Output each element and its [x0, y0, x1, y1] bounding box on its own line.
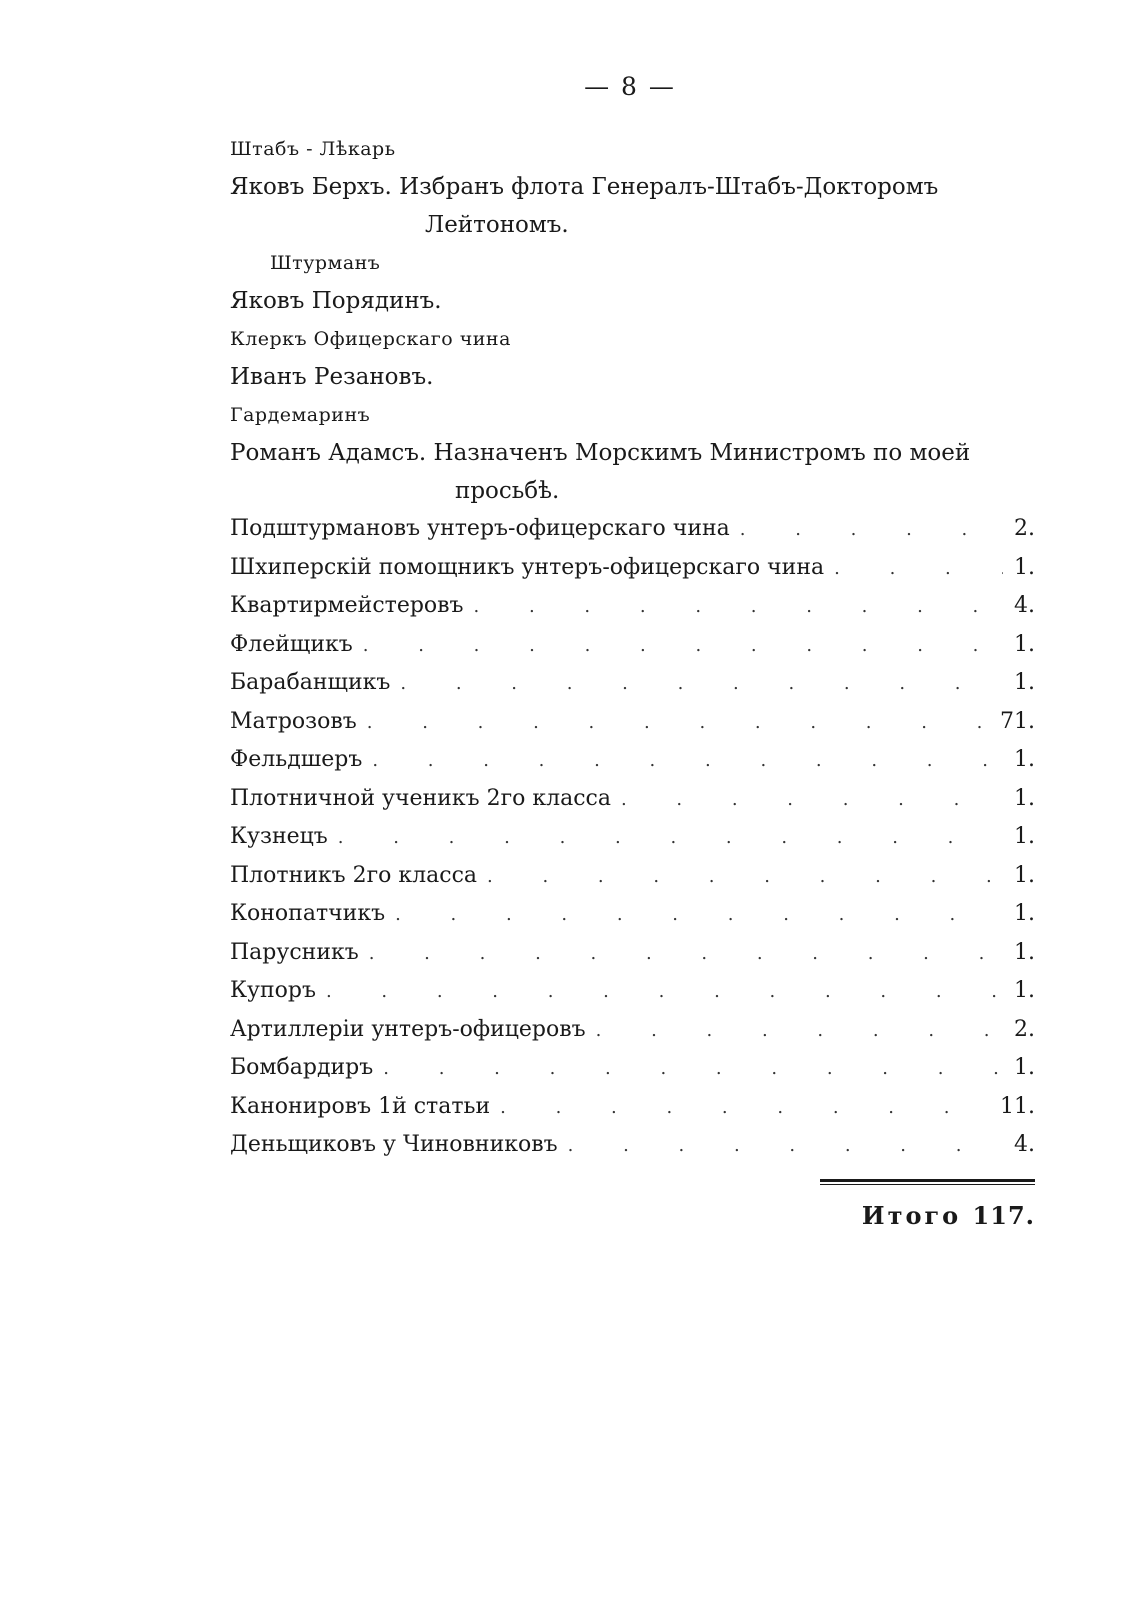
dot-leader: [558, 1127, 1003, 1166]
roster-count: 1.: [1014, 901, 1035, 926]
roster-row: [230, 972, 1035, 1011]
dot-leader: [385, 896, 1003, 935]
total-line: [230, 1201, 1035, 1230]
roster-row: [230, 626, 1035, 665]
roster-count: 1.: [1014, 785, 1035, 811]
officer-line: Лейтономъ.: [425, 212, 569, 238]
officer-line: Штурманъ: [270, 252, 381, 274]
roster-row: [230, 857, 1035, 896]
officer-line: просьбѣ.: [455, 478, 560, 504]
dot-leader: [316, 973, 1003, 1012]
roster-count: 1.: [1014, 1055, 1035, 1080]
roster-label: Артиллеріи унтеръ-офицеровъ: [230, 1016, 586, 1042]
roster-count: 1.: [1014, 554, 1035, 580]
roster-row: [230, 510, 1035, 549]
dot-leader: [373, 1050, 1003, 1089]
roster-row: [230, 1088, 1035, 1127]
roster-row: [230, 818, 1035, 857]
roster-row: [230, 664, 1035, 703]
roster-count: 2.: [1014, 516, 1035, 541]
roster-label: Флейщикъ: [230, 631, 353, 657]
officer-line: Иванъ Резановъ.: [230, 364, 434, 390]
roster-label: Парусникъ: [230, 939, 359, 965]
roster-count: 2.: [1014, 1016, 1035, 1042]
total-value: 117.: [972, 1200, 1035, 1230]
dot-leader: [353, 627, 1003, 666]
roster-label: Канонировъ 1й статьи: [230, 1093, 491, 1119]
roster-count: 1.: [1014, 862, 1035, 888]
officer-line: Романъ Адамсъ. Назначенъ Морскимъ Министромъ по моей: [230, 440, 971, 466]
dot-leader: [362, 742, 1003, 781]
dot-leader: [611, 781, 1003, 820]
roster-label: Матрозовъ: [230, 708, 357, 734]
roster-label: Кузнецъ: [230, 824, 328, 849]
roster-row: [230, 1126, 1035, 1165]
dot-leader: [464, 588, 1003, 627]
roster-count: 1.: [1014, 978, 1035, 1003]
roster-label: Деньщиковъ у Чиновниковъ: [230, 1132, 558, 1157]
roster-count: 11.: [1000, 1093, 1035, 1119]
dot-leader: [586, 1012, 1003, 1051]
roster-row: [230, 934, 1035, 973]
roster-content: [230, 130, 1035, 1230]
total-rule: [820, 1179, 1035, 1185]
roster-row: [230, 587, 1035, 626]
officer-line: Клеркъ Офицерскаго чина: [230, 328, 511, 350]
roster-count: 1.: [1014, 747, 1035, 772]
roster-label: Квартирмейстеровъ: [230, 593, 464, 618]
roster-row: [230, 1011, 1035, 1050]
officer-line: Гардемаринъ: [230, 404, 371, 426]
officer-line: Яковъ Порядинъ.: [230, 288, 442, 314]
roster-count: 1.: [1014, 939, 1035, 965]
roster-count: 1.: [1014, 824, 1035, 849]
roster-count: 1.: [1014, 670, 1035, 695]
dot-leader: [490, 1089, 1000, 1128]
officer-line: Штабъ - Лѣкарь: [230, 138, 396, 160]
dot-leader: [824, 550, 1003, 589]
total-label: Итого: [861, 1200, 962, 1230]
officer-line: Яковъ Берхъ. Избранъ флота Генералъ-Штабъ-Докторомъ: [230, 174, 939, 200]
roster-row: [230, 895, 1035, 934]
roster-label: Плотничной ученикъ 2го класса: [230, 785, 611, 811]
page-number: — 8 —: [584, 72, 676, 101]
roster-row: [230, 780, 1035, 819]
roster-count: 71.: [1000, 708, 1035, 734]
roster-label: Плотникъ 2го класса: [230, 862, 478, 888]
roster-label: Купоръ: [230, 978, 316, 1003]
roster-label: Фельдшеръ: [230, 747, 363, 772]
dot-leader: [357, 704, 1000, 743]
dot-leader: [730, 511, 1003, 550]
roster-label: Бомбардиръ: [230, 1055, 374, 1080]
roster-count: 4.: [1014, 593, 1035, 618]
roster-row: [230, 549, 1035, 588]
officer-list: [230, 130, 1035, 510]
roster-count: 1.: [1014, 631, 1035, 657]
roster-label: Конопатчикъ: [230, 901, 386, 926]
dot-leader: [359, 935, 1003, 974]
dot-leader: [477, 858, 1003, 897]
roster-count: 4.: [1014, 1132, 1035, 1157]
roster-row: [230, 741, 1035, 780]
dot-leader: [390, 665, 1003, 704]
roster-label: Барабанщикъ: [230, 670, 391, 695]
roster-label: Подштурмановъ унтеръ-офицерскаго чина: [230, 516, 730, 541]
dot-leader: [328, 819, 1003, 858]
roster-row: [230, 703, 1035, 742]
crew-roster: [230, 510, 1035, 1165]
roster-row: [230, 1049, 1035, 1088]
roster-label: Шхиперскій помощникъ унтеръ-офицерскаго чина: [230, 554, 825, 580]
